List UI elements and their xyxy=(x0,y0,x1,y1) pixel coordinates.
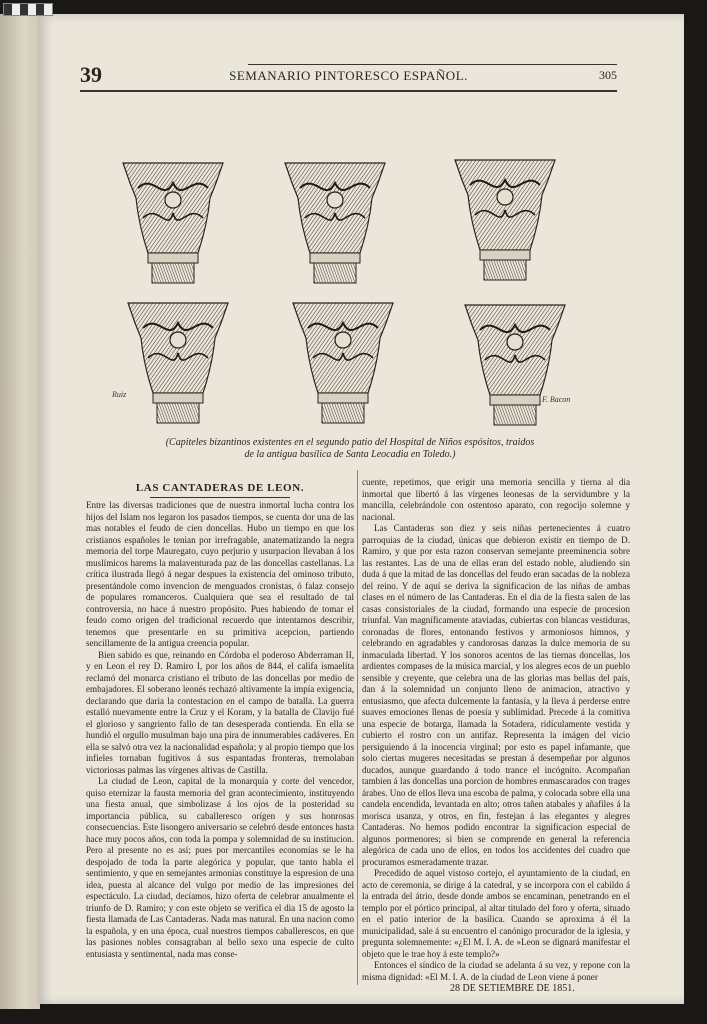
caption-line-2: de la antigua basílica de Santa Leocadia en Toledo.) xyxy=(244,449,456,460)
color-calibration-bar xyxy=(3,3,53,16)
engraver-signature-left: Ruiz xyxy=(112,390,127,399)
book-spine xyxy=(0,14,40,1009)
header-rule xyxy=(248,64,617,65)
issue-number: 39 xyxy=(80,62,102,87)
figure-caption xyxy=(160,437,540,461)
page-number: 305 xyxy=(599,68,617,82)
capitals-engraving xyxy=(110,150,580,435)
paragraph: Entre las diversas tradiciones que de nuestra inmortal lucha contra los hijos del Islam nos legaron los pasados tiempos, se cuenta dor una de las mas notables el feudo de cien doncellas. Hubo un tiempo en que los cristianos españoles le tenian por irrefragable, anatematizando la negra memoria del torpe Mauregato, cuyo perjurio y usurpacion llevaban á los muslímicos harems la malaventurada paz de las doncellas castellanas. La crítica ilustrada llegó á negar despues la existencia del ominoso tributo, presentándole como invencion de menguados cronistas, ó falaz consejo de populares romanceros. Cualquiera que sea el resultado de tal controversia, no hace á nuestro propósito. Pues habiendo de tomar el feudo como origen del tradicional recuerdo que intentamos describir, tenemos que presentarle en su primitiva acepcion, partiendo sencillamente de la antigua creencia popular. xyxy=(86,500,354,648)
paragraph: Precedido de aquel vistoso cortejo, el ayuntamiento de la ciudad, en acto de ceremonia, se dirige á la catedral, y se incorpora con el cabildo á la entrada del átrio, desde donde ambos se encaminan, penetrando en el templo por el pórtico principal, al altar titulado del foro y oferta, situado en el patio interior de la basílica. Cuando se aproxima á él la municipalidad, sale á su encuentro el canónigo procurador de la iglesia, y pregunta solemnemente: «¿El M. I. A. de »Leon se dignará manifestar el objeto que le trae hoy á este templo?» xyxy=(362,868,630,959)
paragraph: cuente, repetimos, que erigir una memoria sencilla y tierna al dia inmortal que libertó á las vírgenes leonesas de la servidumbre y la mancilla, celebrándole con ostentoso aparato, con regocijo solemne y nacional. xyxy=(362,477,630,522)
paragraph: La ciudad de Leon, capital de la monarquía y corte del vencedor, quiso eternizar la fausta memoria del gran acontecimiento, instituyendo una fiesta anual, que simbolizase á los ojos de la posteridad su importancia pública, su caballeresco orígen y sus honrosas consecuencias. Este lisongero aniversario se celebró desde entonces hasta hace muy pocos años, con toda la pompa y solemnidad de su institucion. Pero al presente no es así; pues por mercantiles economías se le ha despojado de toda la parte alegórica y popular, que tanto habla el sentimiento, y que en semejantes armonías constituye la espresion de una idea, puesta al alcance del vulgo por medio de las impresiones del espectáculo. La ciudad, decíamos, hizo oferta de celebrar anualmente el triunfo de D. Ramiro; y con este objeto se verifica el dia 15 de agosto la fiesta llamada de Las Cantaderas. Nada mas natural. En una nacion como la española, y en una época, cual nuestros tiempos caballerescos, en que las pasiones nobles consagraban al bello sexo una especie de culto entusiasta y sentimental, nada mas conse- xyxy=(86,776,354,959)
article-column-left xyxy=(86,500,354,960)
engraver-signature-right: F. Bacon xyxy=(542,395,571,404)
paragraph: Entonces el síndico de la ciudad se adelanta á su vez, y repone con la misma dignidad: «El M. I. A. de la ciudad de Leon viene á poner xyxy=(362,960,630,982)
title-rule xyxy=(150,497,290,498)
article-title: LAS CANTADERAS DE LEON. xyxy=(135,482,305,494)
page-header xyxy=(80,62,617,92)
capitals-illustration xyxy=(110,150,580,435)
paragraph: Las Cantaderas son diez y seis niñas pertenecientes á cuatro parroquias de la ciudad, únicas que debieron existir en tiempo de D. Ramiro, y que por esta razon conservan semejante preeminencia sobre las restantes. Las de una de ellas eran del estado noble, aludiendo sin duda á que la mitad de las doncellas del feudo eran sacadas de la nobleza del reino. Y de aquí se deriva la significacion de las niñas de ambas clases en el número de las Cantaderas. En el dia de la fiesta salen de las casas consistoriales de la ciudad, formando una especie de procesion triunfal. Van magníficamente ataviadas, cubiertas con blancas vestiduras, coronadas de flores, entonando festivos y armoniosos himnos, y celebrando en agradables y candorosas danzas la dulce memoria de su inmaculada libertad. Y los sonoros acentos de las tiernas doncellas, los ardientes compases de la música marcial, y los alegres ecos de un pueblo sensible y creyente, que celebra una de las glorias mas bellas del país, dan á la solemnidad un conjunto lleno de animacion, atractivo y entusiasmo, que afecta dulcemente la fantasía, y la lleva á perderse entre suaves emociones llenas de poesía y sublimidad. Precede á la comitiva una especie de botarga, llamada la Sotadera, ridículamente vestida y cubierto el rostro con un antifaz. Representa la imágen del vicio persiguiendo á la inocencia virginal; por esto es papel infamante, que solo ciertas mugeres necesitadas se prestan á desempeñar por algunos ducados, aunque guardando á todo trance el incógnito. Acompañan tambien á las doncellas una porcion de hombres enmascarados con trages árabes. Uno de ellos lleva una escoba de palma, y colocada sobre ella una candela encendida, levantada en alto; otros tañen atabales y añafiles á la morisca usanza, y otros, en fin, festejan á las elegantes y alegres Cantaderas. No hemos podido encontrar la significacion especial de algunos pormenores; si bien se comprende en general la referencia alegórica de cada uno de ellos, en todos los accidentes del cuadro que procuramos esmeradamente trazar. xyxy=(362,523,630,867)
paragraph: Bien sabido es que, reinando en Córdoba el poderoso Abderraman II, y en Leon el rey D. Ramiro I, por los años de 844, el califa ismaelita reclamó del monarca cristiano el tributo de las doncellas por medio de embajadores. El soberano leonés rechazó altivamente la impía exigencia, declarando que daria la contestacion en el campo de batalla. La guerra estalló nuevamente entre la Cruz y el Koram, y la batalla de Clavijo fué el glorioso y sangriento fallo de tan desesperada contienda. En ella se hundió el orgullo musulman bajo una pira de innumerables cadáveres. En ella se salvó otra vez la nacionalidad española; y al propio tiempo que los infieles tornaban fugitivos á sus espantadas fronteras, tremolaban victoriosas palmas las vírgenes altivas de Castilla. xyxy=(86,649,354,775)
issue-date: 28 DE SETIEMBRE DE 1851. xyxy=(450,983,575,994)
publication-title: SEMANARIO PINTORESCO ESPAÑOL. xyxy=(229,68,468,83)
caption-line-1: (Capiteles bizantinos existentes en el segundo patio del Hospital de Niños espósitos, traidos xyxy=(165,437,535,448)
article-column-right xyxy=(362,477,630,983)
column-divider xyxy=(357,470,358,985)
